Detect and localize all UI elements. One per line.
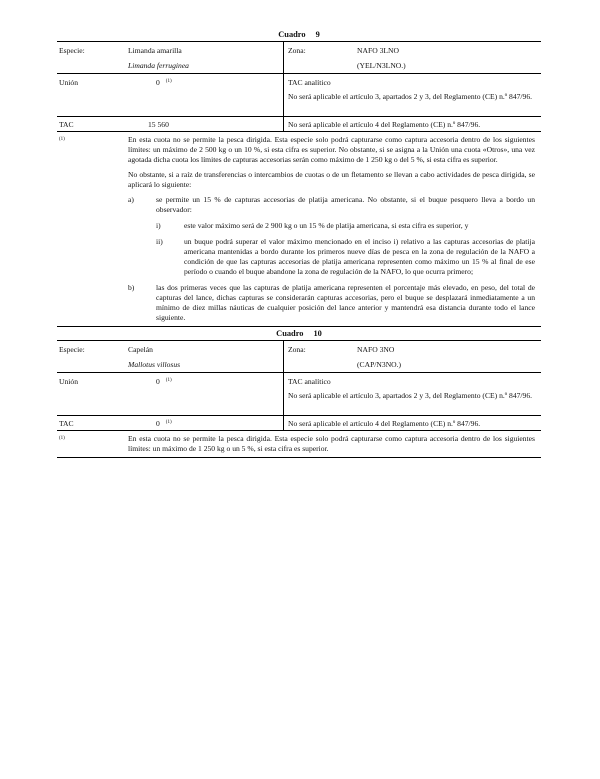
list-item-b bbox=[128, 283, 535, 323]
zone-code: (CAP/N3NO.) bbox=[357, 360, 402, 369]
sublist-item-i bbox=[156, 221, 535, 231]
document-page bbox=[57, 29, 541, 458]
union-note: No será aplicable el artículo 3, apartados 2 y 3, del Reglamento (CE) n.º 847/96. bbox=[288, 391, 533, 400]
species-label: Especie: bbox=[59, 46, 85, 55]
union-label: Unión bbox=[59, 377, 78, 386]
tac-label: TAC bbox=[59, 120, 74, 129]
list-item-text: se permite un 15 % de capturas accesorias de platija americana. No obstante, si el buque pesquero lleva a bordo un observador: bbox=[156, 195, 535, 214]
tac-label: TAC bbox=[59, 419, 74, 428]
species-row bbox=[57, 341, 541, 372]
footnote-paragraph: En esta cuota no se permite la pesca dirigida. Esta especie solo podrá capturarse como captura accesoria dentro de los siguientes límites: un máximo de 2 500 kg o un 10 %, si esta cifra es superior. No obstante, si se asigna a la Unión una cuota «Otros», una vez agotada dicha cuota los límites de capturas accesorias serán como máximo de 1 250 kg o del 5 %, si esta cifra es superior. bbox=[128, 135, 535, 164]
tac-value: 0 bbox=[156, 419, 160, 428]
union-footnote-ref: (1) bbox=[165, 79, 172, 84]
list-item-text: las dos primeras veces que las capturas de platija americana representen el porcentaje más elevado, en peso, del total de capturas del lance, dichas capturas se considerarán capturas accesorias, pero el buque se desplazará inmediatamente a un mínimo de diez millas náuticas de cualquier posición del lance anterior y mantendrá esa distancia durante todo el lance siguiente. bbox=[156, 283, 535, 322]
caption-number: 10 bbox=[313, 329, 322, 338]
tac-footnote-ref: (1) bbox=[165, 420, 172, 425]
tac-note: No será aplicable el artículo 4 del Reglamento (CE) n.º 847/96. bbox=[288, 120, 481, 129]
zone-code: (YEL/N3LNO.) bbox=[357, 61, 406, 70]
footnote-label: (1) bbox=[59, 137, 65, 142]
tac-row bbox=[57, 117, 541, 131]
list-item-a bbox=[128, 195, 535, 277]
species-latin-name: Limanda ferruginea bbox=[128, 61, 189, 70]
quota-table-10 bbox=[57, 328, 541, 458]
footnote-paragraph: No obstante, si a raíz de transferencias o intercambios de cuotas o de un fletamento se llevan a cabo actividades de pesca dirigida, se aplicará lo siguiente: bbox=[128, 170, 535, 189]
caption-label: Cuadro bbox=[278, 30, 306, 39]
list-marker: b) bbox=[128, 283, 135, 292]
union-quota-value: 0 bbox=[156, 377, 160, 386]
table-caption bbox=[57, 29, 541, 41]
tac-value: 15 560 bbox=[148, 120, 169, 129]
list-marker: i) bbox=[156, 221, 161, 230]
footnote-paragraph: En esta cuota no se permite la pesca dirigida. Esta especie solo podrá capturarse como captura accesoria dentro de los siguientes límites: un máximo de 1 250 kg o un 5 %, si esta cifra es superior. bbox=[128, 434, 535, 453]
tac-type: TAC analítico bbox=[288, 78, 331, 87]
union-note: No será aplicable el artículo 3, apartados 2 y 3, del Reglamento (CE) n.º 847/96. bbox=[288, 92, 533, 101]
union-quota bbox=[156, 78, 172, 88]
list-marker: a) bbox=[128, 195, 134, 204]
tac-quota bbox=[156, 419, 172, 429]
caption-label: Cuadro bbox=[276, 329, 304, 338]
zone-value: NAFO 3LNO bbox=[357, 46, 399, 55]
zone-label: Zona: bbox=[288, 46, 306, 55]
union-footnote-ref: (1) bbox=[165, 378, 172, 383]
tac-row bbox=[57, 416, 541, 430]
zone-value: NAFO 3NO bbox=[357, 345, 395, 354]
species-label: Especie: bbox=[59, 345, 85, 354]
species-common-name: Capelán bbox=[128, 345, 153, 354]
union-quota-value: 0 bbox=[156, 78, 160, 87]
union-row bbox=[57, 74, 541, 116]
tac-type: TAC analítico bbox=[288, 377, 331, 386]
species-row bbox=[57, 42, 541, 73]
union-quota bbox=[156, 377, 172, 387]
union-label: Unión bbox=[59, 78, 78, 87]
footnote-label: (1) bbox=[59, 436, 65, 441]
zone-label: Zona: bbox=[288, 345, 306, 354]
footnote-row bbox=[57, 431, 541, 457]
union-row bbox=[57, 373, 541, 415]
quota-table-9 bbox=[57, 29, 541, 327]
list-item-text: un buque podrá superar el valor máximo mencionado en el inciso i) relativo a las capturas accesorias de platija americana mantenidas a bordo durante los primeros nueve días de pesca en la zona de regulación de la NAFO a condición de que las capturas accesorias de platija americana representen como máximo un 15 % al final de ese período o cuando el buque abandone la zona de regulación de la NAFO, lo que ocurra primero; bbox=[184, 237, 535, 276]
footnote-row bbox=[57, 132, 541, 326]
list-marker: ii) bbox=[156, 237, 163, 246]
tac-note: No será aplicable el artículo 4 del Reglamento (CE) n.º 847/96. bbox=[288, 419, 481, 428]
species-latin-name: Mallotus villosus bbox=[128, 360, 181, 369]
footnote-body bbox=[128, 135, 535, 323]
table-caption bbox=[57, 328, 541, 340]
footnote-body bbox=[128, 434, 535, 454]
caption-number: 9 bbox=[315, 30, 320, 39]
species-common-name: Limanda amarilla bbox=[128, 46, 182, 55]
list-item-text: este valor máximo será de 2 900 kg o un 15 % de platija americana, si esta cifra es superior, y bbox=[184, 221, 469, 230]
sublist-item-ii bbox=[156, 237, 535, 277]
